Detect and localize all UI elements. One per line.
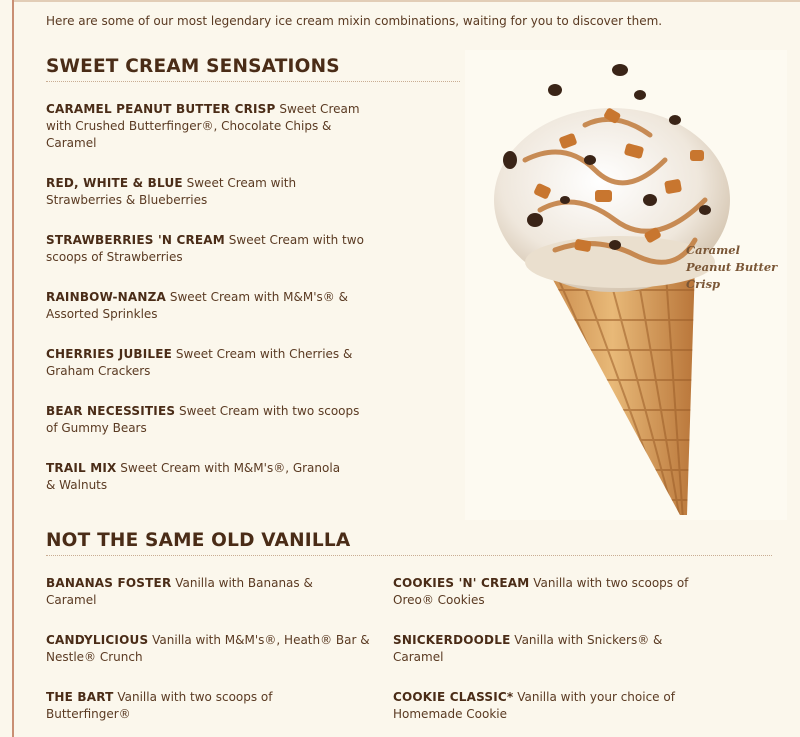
item-description: Sweet Cream with M&M's®, Granola & Walnuts bbox=[46, 461, 341, 492]
item-name: BEAR NECESSITIES bbox=[46, 404, 176, 418]
menu-item-cookies-n-cream bbox=[393, 575, 733, 609]
caption-line: Caramel bbox=[686, 243, 740, 257]
item-name: CANDYLICIOUS bbox=[46, 633, 149, 647]
menu-item-rainbow-nanza bbox=[46, 289, 376, 323]
item-description: Vanilla with two scoops of Butterfinger® bbox=[46, 690, 273, 721]
menu-item-caramel-peanut-butter-crisp bbox=[46, 101, 366, 152]
item-description: Sweet Cream with Crushed Butterfinger®, Chocolate Chips & Caramel bbox=[46, 102, 360, 150]
item-description: Sweet Cream with two scoops of Strawberries bbox=[46, 233, 364, 264]
menu-item-the-bart bbox=[46, 689, 346, 723]
item-name: THE BART bbox=[46, 690, 114, 704]
menu-item-bananas-foster bbox=[46, 575, 356, 609]
top-border-rule bbox=[14, 0, 800, 2]
item-description: Vanilla with your choice of Homemade Cookie bbox=[393, 690, 675, 721]
item-name: TRAIL MIX bbox=[46, 461, 117, 475]
photo-caption bbox=[686, 242, 786, 293]
menu-item-strawberries-n-cream bbox=[46, 232, 376, 266]
section-title-sweet-cream: SWEET CREAM SENSATIONS bbox=[46, 56, 340, 77]
item-description: Vanilla with M&M's®, Heath® Bar & Nestle® Crunch bbox=[46, 633, 370, 664]
item-name: COOKIE CLASSIC* bbox=[393, 690, 514, 704]
item-name: SNICKERDOODLE bbox=[393, 633, 511, 647]
item-description: Vanilla with Snickers® & Caramel bbox=[393, 633, 663, 664]
menu-item-candylicious bbox=[46, 632, 376, 666]
menu-item-red-white-blue bbox=[46, 175, 366, 209]
item-description: Vanilla with Bananas & Caramel bbox=[46, 576, 313, 607]
section-divider bbox=[46, 555, 772, 556]
item-name: CARAMEL PEANUT BUTTER CRISP bbox=[46, 102, 276, 116]
menu-item-trail-mix bbox=[46, 460, 346, 494]
item-name: CHERRIES JUBILEE bbox=[46, 347, 173, 361]
section-divider bbox=[46, 81, 460, 82]
intro-text: Here are some of our most legendary ice cream mixin combinations, waiting for you to discover them. bbox=[46, 14, 663, 28]
left-border-rule bbox=[12, 0, 14, 737]
section-title-vanilla: NOT THE SAME OLD VANILLA bbox=[46, 530, 351, 551]
item-description: Sweet Cream with two scoops of Gummy Bears bbox=[46, 404, 360, 435]
item-name: STRAWBERRIES 'N CREAM bbox=[46, 233, 225, 247]
item-name: BANANAS FOSTER bbox=[46, 576, 172, 590]
item-description: Sweet Cream with Strawberries & Blueberries bbox=[46, 176, 297, 207]
item-name: COOKIES 'N' CREAM bbox=[393, 576, 530, 590]
menu-item-snickerdoodle bbox=[393, 632, 713, 666]
caption-line: Peanut Butter bbox=[686, 260, 778, 274]
menu-item-cherries-jubilee bbox=[46, 346, 366, 380]
caption-line: Crisp bbox=[686, 277, 721, 291]
menu-item-cookie-classic bbox=[393, 689, 723, 723]
menu-item-bear-necessities bbox=[46, 403, 366, 437]
item-description: Vanilla with two scoops of Oreo® Cookies bbox=[393, 576, 689, 607]
item-description: Sweet Cream with Cherries & Graham Crackers bbox=[46, 347, 353, 378]
item-name: RED, WHITE & BLUE bbox=[46, 176, 183, 190]
item-name: RAINBOW-NANZA bbox=[46, 290, 167, 304]
item-description: Sweet Cream with M&M's® & Assorted Sprinkles bbox=[46, 290, 348, 321]
